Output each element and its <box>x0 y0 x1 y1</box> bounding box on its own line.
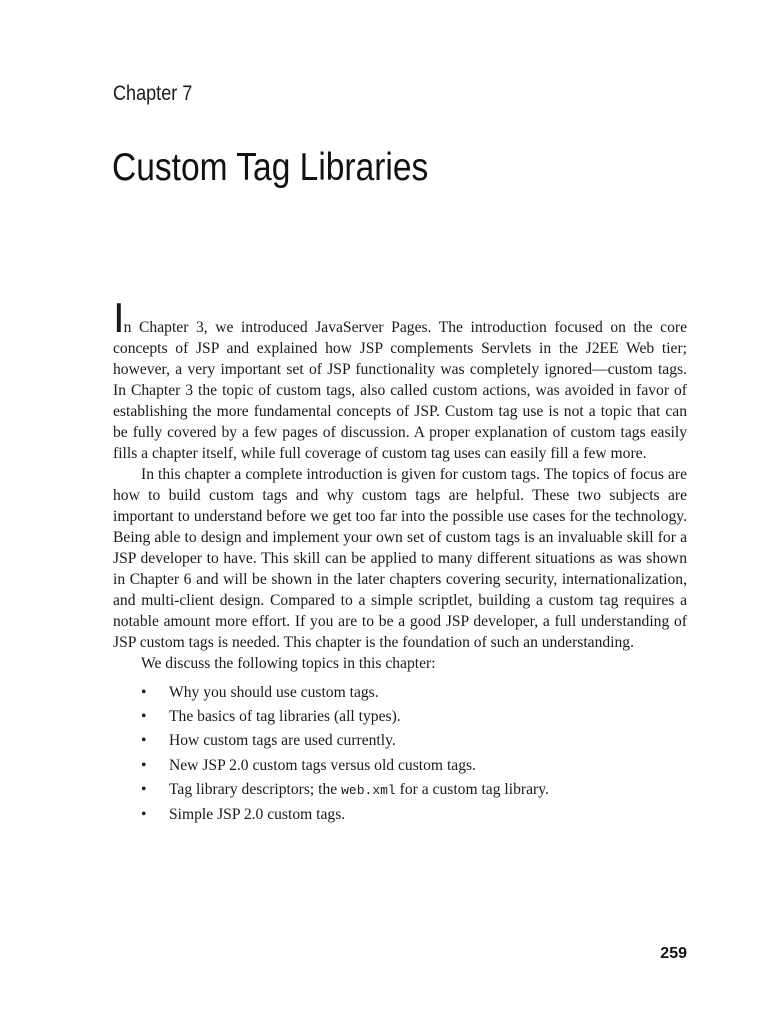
bullet-icon: • <box>141 806 147 824</box>
list-item <box>113 681 687 705</box>
list-item-text: Simple JSP 2.0 custom tags. <box>169 806 346 824</box>
intro-paragraph <box>113 293 687 464</box>
list-item-text: How custom tags are used currently. <box>169 732 396 750</box>
bullet-icon: • <box>141 708 147 726</box>
chapter-label: Chapter 7 <box>113 82 193 105</box>
list-item-text-suffix: for a custom tag library. <box>395 780 549 798</box>
list-item <box>113 729 687 753</box>
list-item <box>113 705 687 729</box>
list-item-text: The basics of tag libraries (all types). <box>169 708 401 726</box>
intro-paragraph-text: n Chapter 3, we introduced JavaServer Pages. The introduction focused on the core concepts of JSP and explained how JSP complements Servlets in the J2EE Web tier; however, a very important set of JSP functionality was completely ignored—custom tags. In Chapter 3 the topic of custom tags, also called custom actions, was avoided in favor of establishing the more fundamental concepts of JSP. Custom tag use is not a topic that can be fully covered by a few pages of discussion. A proper explanation of custom tags easily fills a chapter itself, while full coverage of custom tag uses can easily fill a few more. <box>113 319 687 462</box>
list-item-text: Why you should use custom tags. <box>169 684 379 701</box>
chapter-title: Custom Tag Libraries <box>112 146 429 189</box>
topics-intro-paragraph: We discuss the following topics in this chapter: <box>141 655 436 672</box>
drop-cap: I <box>113 294 124 341</box>
list-item <box>113 778 687 803</box>
page-number: 259 <box>660 945 687 962</box>
bullet-icon: • <box>141 732 147 750</box>
list-item <box>113 803 687 827</box>
code-web-xml: web.xml <box>341 782 396 798</box>
bullet-icon: • <box>141 756 147 774</box>
chapter-body <box>113 293 687 827</box>
body-paragraph: In this chapter a complete introduction is given for custom tags. The topics of focus are how to build custom tags and why custom tags are helpful. These two subjects are important to understand before we get too far into the possible use cases for the technology. Being able to design and implement your own set of custom tags is an invaluable skill for a JSP developer to have. This skill can be applied to many different situations as was shown in Chapter 6 and will be shown in the later chapters covering security, internationalization, and multi-client design. Compared to a simple scriptlet, building a custom tag requires a notable amount more effort. If you are to be a good JSP developer, a full understanding of JSP custom tags is needed. This chapter is the foundation of such an understanding. <box>113 466 687 651</box>
topics-list <box>113 681 687 827</box>
bullet-icon: • <box>141 684 147 701</box>
list-item <box>113 754 687 778</box>
bullet-icon: • <box>141 780 147 798</box>
list-item-text-prefix: Tag library descriptors; the <box>169 780 342 798</box>
list-item-text: New JSP 2.0 custom tags versus old custom tags. <box>169 756 476 774</box>
